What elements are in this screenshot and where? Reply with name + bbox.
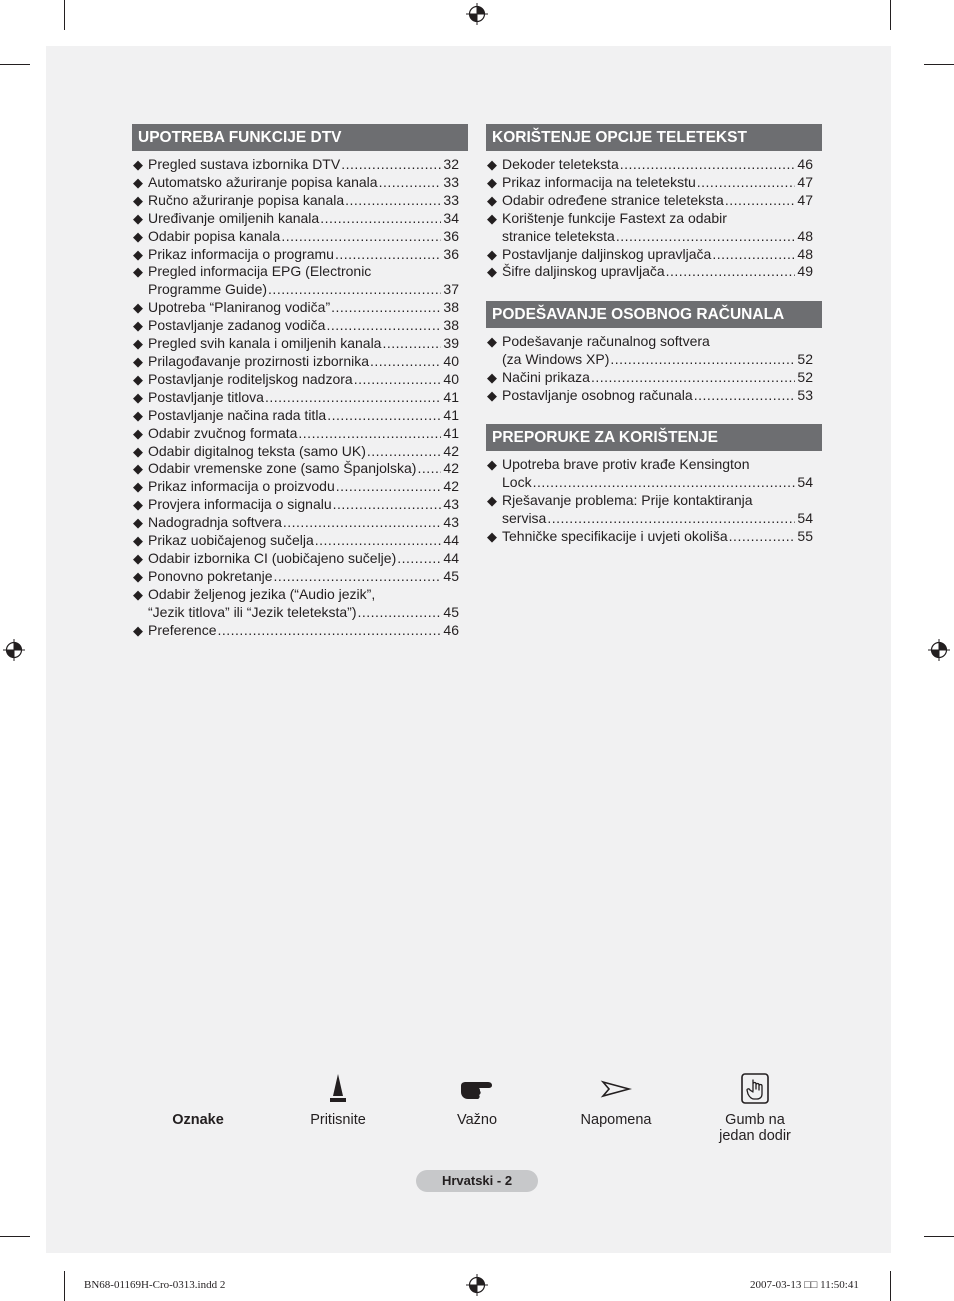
- toc-page-number: 32: [443, 156, 459, 172]
- diamond-bullet-icon: ◆: [133, 246, 143, 262]
- toc-entry-title: Rješavanje problema: Prije kontaktiranja: [502, 491, 753, 508]
- diamond-bullet-icon: ◆: [487, 157, 497, 172]
- toc-entry-title: Automatsko ažuriranje popisa kanala: [148, 173, 378, 190]
- toc-entry-title: Prikaz informacija o programu: [148, 245, 334, 262]
- toc-entry-title: Ponovno pokretanje: [148, 567, 273, 584]
- toc-entry-title: Postavljanje osobnog računala: [502, 386, 693, 403]
- toc-page-number: 44: [443, 532, 459, 549]
- toc-entry: [133, 586, 459, 622]
- toc-entry: [133, 156, 459, 174]
- toc-page-number: 41: [443, 406, 459, 423]
- slug-file-name: BN68-01169H-Cro-0313.indd 2: [84, 1279, 226, 1291]
- diamond-bullet-icon: ◆: [133, 264, 143, 280]
- toc-entry: [133, 514, 459, 532]
- diamond-bullet-icon: ◆: [133, 389, 143, 405]
- dot-leader: [327, 407, 441, 425]
- toc-entry-title: (za Windows XP): [502, 350, 610, 367]
- diamond-bullet-icon: ◆: [133, 228, 143, 244]
- dot-leader: [331, 299, 441, 317]
- toc-page-number: 48: [797, 227, 813, 244]
- dot-leader: [397, 550, 441, 568]
- toc-entry: [133, 443, 459, 461]
- toc-entry-title: “Jezik titlova” ili “Jezik teleteksta”): [148, 603, 357, 620]
- toc-entry: [133, 389, 459, 407]
- crop-mark: [890, 0, 891, 30]
- toc-page-number: 42: [443, 460, 459, 477]
- diamond-bullet-icon: ◆: [133, 353, 143, 369]
- legend-label: Pritisnite: [310, 1112, 366, 1128]
- toc-entry-title: Pregled informacija EPG (Electronic: [148, 263, 372, 280]
- toc-page-number: 44: [443, 549, 459, 566]
- dot-leader: [336, 478, 442, 496]
- toc-entry: [487, 333, 813, 369]
- toc-entry: [487, 492, 813, 528]
- dot-leader: [694, 387, 796, 405]
- toc-entry-title: Upotreba “Planiranog vodiča”: [148, 299, 331, 316]
- toc-page-number: 37: [443, 281, 459, 298]
- toc-page-number: 36: [443, 245, 459, 262]
- toc-page-number: 52: [797, 368, 813, 385]
- diamond-bullet-icon: ◆: [133, 515, 143, 531]
- toc-page-number: 48: [797, 245, 813, 262]
- dot-leader: [354, 371, 442, 389]
- dot-leader: [298, 425, 441, 443]
- diamond-bullet-icon: ◆: [487, 387, 497, 403]
- toc-entry: [133, 246, 459, 264]
- legend-item-important: [427, 1072, 527, 1128]
- toc-page-number: 41: [443, 424, 459, 441]
- section-header-teletext: KORIŠTENJE OPCIJE TELETEKST: [486, 124, 822, 151]
- diamond-bullet-icon: ◆: [487, 192, 497, 208]
- dot-leader: [370, 353, 441, 371]
- crop-mark: [0, 1236, 30, 1237]
- toc-entry: [133, 210, 459, 228]
- toc-page-number: 36: [443, 227, 459, 244]
- toc-page-number: 47: [797, 191, 813, 208]
- toc-entry: [133, 317, 459, 335]
- toc-entry-title: Odabir određene stranice teleteksta: [502, 191, 724, 208]
- diamond-bullet-icon: ◆: [487, 334, 497, 349]
- toc-page-number: 39: [443, 335, 459, 352]
- toc-entry-title: Šifre daljinskog upravljača: [502, 263, 665, 280]
- diamond-bullet-icon: ◆: [133, 157, 143, 172]
- note-arrow-icon: [600, 1072, 632, 1106]
- diamond-bullet-icon: ◆: [487, 369, 497, 385]
- toc-entry-title: Prikaz informacija o proizvodu: [148, 478, 335, 495]
- toc-entry-title: Provjera informacija o signalu: [148, 496, 332, 513]
- toc-entry-title: Programme Guide): [148, 281, 268, 298]
- toc-entry: [133, 174, 459, 192]
- dot-leader: [217, 622, 441, 640]
- toc-entry-title: Prikaz uobičajenog sučelja: [148, 532, 314, 549]
- section-header-dtv: UPOTREBA FUNKCIJE DTV: [132, 124, 468, 151]
- toc-page-number: 46: [797, 156, 813, 172]
- toc-page-number: 54: [797, 473, 813, 490]
- toc-entry-title: Tehničke specifikacije i uvjeti okoliša: [502, 527, 728, 544]
- legend-item-one-touch: [700, 1072, 810, 1144]
- toc-entry-title: Prilagođavanje prozirnosti izbornika: [148, 352, 370, 369]
- toc-entry: [487, 263, 813, 281]
- diamond-bullet-icon: ◆: [133, 318, 143, 334]
- diamond-bullet-icon: ◆: [133, 371, 143, 387]
- diamond-bullet-icon: ◆: [133, 336, 143, 352]
- toc-page-number: 40: [443, 352, 459, 369]
- dot-leader: [320, 210, 441, 228]
- toc-entry-title: Načini prikaza: [502, 368, 590, 385]
- registration-mark-icon: [466, 1274, 488, 1296]
- toc-entry: [133, 478, 459, 496]
- dot-leader: [697, 174, 796, 192]
- dot-leader: [382, 335, 441, 353]
- dot-leader: [666, 263, 796, 281]
- dot-leader: [335, 246, 441, 264]
- toc-entry: [133, 425, 459, 443]
- toc-entry-title: Nadogradnja softvera: [148, 514, 282, 531]
- toc-page-number: 45: [443, 603, 459, 620]
- toc-entry-title: Postavljanje roditeljskog nadzora: [148, 370, 353, 387]
- toc-entry: [133, 460, 459, 478]
- toc-entry: [487, 156, 813, 174]
- toc-entry-title: servisa: [502, 509, 547, 526]
- diamond-bullet-icon: ◆: [133, 407, 143, 423]
- toc-entry-title: Odabir željenog jezika (“Audio jezik”,: [148, 585, 376, 602]
- toc-page-number: 42: [443, 442, 459, 459]
- toc-list-pc: [487, 333, 813, 405]
- toc-page-number: 34: [443, 209, 459, 226]
- toc-page-number: 47: [797, 173, 813, 190]
- toc-page-number: 40: [443, 370, 459, 387]
- toc-entry-title: Ručno ažuriranje popisa kanala: [148, 191, 345, 208]
- dot-leader: [379, 174, 442, 192]
- toc-entry-title: Odabir vremenske zone (samo Španjolska): [148, 460, 417, 477]
- toc-entry: [133, 496, 459, 514]
- legend-title: Oznake: [172, 1112, 224, 1128]
- toc-entry-title: Korištenje funkcije Fastext za odabir: [502, 209, 727, 226]
- toc-entry-title: Dekoder teleteksta: [502, 156, 619, 172]
- dot-leader: [265, 389, 441, 407]
- diamond-bullet-icon: ◆: [133, 479, 143, 495]
- toc-page-number: 53: [797, 386, 813, 403]
- diamond-bullet-icon: ◆: [487, 528, 497, 544]
- toc-entry-title: Pregled sustava izbornika DTV: [148, 156, 341, 172]
- diamond-bullet-icon: ◆: [133, 300, 143, 316]
- toc-list-recommendations: [487, 456, 813, 546]
- toc-entry-title: Podešavanje računalnog softvera: [502, 333, 710, 349]
- toc-entry-title: Uređivanje omiljenih kanala: [148, 209, 320, 226]
- toc-page-number: 46: [443, 621, 459, 638]
- toc-page-number: 38: [443, 299, 459, 316]
- toc-entry-title: Odabir izbornika CI (uobičajeno sučelje): [148, 549, 397, 566]
- toc-page-number: 42: [443, 478, 459, 495]
- toc-entry: [133, 568, 459, 586]
- diamond-bullet-icon: ◆: [133, 622, 143, 638]
- toc-entry: [487, 210, 813, 246]
- page-number-label: Hrvatski - 2: [416, 1170, 538, 1192]
- dot-leader: [358, 604, 442, 622]
- toc-page-number: 54: [797, 509, 813, 526]
- toc-entry: [133, 192, 459, 210]
- dot-leader: [268, 281, 441, 299]
- legend-label: jedan dodir: [719, 1128, 791, 1144]
- registration-mark-icon: [466, 3, 488, 25]
- crop-mark: [0, 64, 30, 65]
- toc-page-number: 33: [443, 173, 459, 190]
- dot-leader: [591, 369, 795, 387]
- crop-mark: [924, 64, 954, 65]
- toc-entry-title: Prikaz informacija na teletekstu: [502, 173, 696, 190]
- toc-list-teletext: [487, 156, 813, 281]
- toc-entry: [133, 407, 459, 425]
- toc-entry: [133, 532, 459, 550]
- dot-leader: [274, 568, 442, 586]
- one-touch-button-icon: [739, 1072, 771, 1106]
- toc-entry: [487, 369, 813, 387]
- diamond-bullet-icon: ◆: [487, 457, 497, 472]
- toc-page-number: 55: [797, 527, 813, 544]
- toc-entry: [487, 192, 813, 210]
- dot-leader: [616, 228, 796, 246]
- toc-page-number: 52: [797, 350, 813, 367]
- toc-entry: [133, 228, 459, 246]
- dot-leader: [326, 317, 441, 335]
- toc-entry: [133, 335, 459, 353]
- toc-entry-title: Preference: [148, 621, 217, 638]
- toc-entry: [133, 622, 459, 640]
- toc-entry-title: Postavljanje načina rada titla: [148, 406, 327, 423]
- toc-page-number: 43: [443, 514, 459, 531]
- crop-mark: [890, 1271, 891, 1301]
- dot-leader: [547, 510, 795, 528]
- toc-entry: [487, 456, 813, 492]
- dot-leader: [712, 246, 795, 264]
- diamond-bullet-icon: ◆: [487, 174, 497, 190]
- diamond-bullet-icon: ◆: [133, 174, 143, 190]
- toc-page-number: 33: [443, 191, 459, 208]
- legend-item-press: [288, 1072, 388, 1128]
- crop-mark: [924, 1236, 954, 1237]
- dot-leader: [367, 443, 442, 461]
- diamond-bullet-icon: ◆: [133, 192, 143, 208]
- diamond-bullet-icon: ◆: [133, 210, 143, 226]
- crop-mark: [64, 1271, 65, 1301]
- toc-entry: [487, 387, 813, 405]
- toc-entry: [133, 299, 459, 317]
- press-icon: [328, 1072, 348, 1106]
- diamond-bullet-icon: ◆: [133, 568, 143, 584]
- diamond-bullet-icon: ◆: [487, 210, 497, 226]
- diamond-bullet-icon: ◆: [133, 425, 143, 441]
- legend-item-note: [566, 1072, 666, 1128]
- dot-leader: [315, 532, 442, 550]
- important-hand-icon: [458, 1072, 496, 1106]
- dot-leader: [417, 460, 441, 478]
- diamond-bullet-icon: ◆: [133, 533, 143, 549]
- toc-entry-title: Odabir popisa kanala: [148, 227, 281, 244]
- toc-entry-title: Lock: [502, 473, 532, 490]
- toc-page-number: 38: [443, 317, 459, 334]
- dot-leader: [281, 228, 441, 246]
- crop-mark: [64, 0, 65, 30]
- dot-leader: [729, 528, 796, 546]
- toc-entry: [487, 174, 813, 192]
- diamond-bullet-icon: ◆: [487, 492, 497, 508]
- toc-entry-title: Upotreba brave protiv krađe Kensington: [502, 456, 750, 472]
- toc-page-number: 41: [443, 388, 459, 405]
- toc-entry-title: Postavljanje zadanog vodiča: [148, 317, 326, 334]
- toc-page-number: 43: [443, 496, 459, 513]
- legend-label: Napomena: [580, 1112, 652, 1128]
- diamond-bullet-icon: ◆: [487, 264, 497, 280]
- toc-entry-title: Pregled svih kanala i omiljenih kanala: [148, 335, 382, 352]
- toc-entry-title: Postavljanje daljinskog upravljača: [502, 245, 712, 262]
- diamond-bullet-icon: ◆: [133, 461, 143, 477]
- toc-page-number: 45: [443, 567, 459, 584]
- diamond-bullet-icon: ◆: [487, 246, 497, 262]
- toc-entry-title: Odabir digitalnog teksta (samo UK): [148, 442, 366, 459]
- diamond-bullet-icon: ◆: [133, 586, 143, 602]
- toc-entry-title: stranice teleteksta: [502, 227, 615, 244]
- toc-list-dtv: [133, 156, 459, 639]
- toc-entry: [133, 550, 459, 568]
- section-header-recommendations: PREPORUKE ZA KORIŠTENJE: [486, 424, 822, 451]
- toc-page-number: 49: [797, 263, 813, 280]
- dot-leader: [533, 474, 796, 492]
- section-header-pc: PODEŠAVANJE OSOBNOG RAČUNALA: [486, 301, 822, 328]
- legend-label: Gumb na: [725, 1112, 785, 1128]
- dot-leader: [345, 192, 441, 210]
- toc-entry-title: Postavljanje titlova: [148, 388, 264, 405]
- diamond-bullet-icon: ◆: [133, 443, 143, 459]
- toc-entry: [487, 528, 813, 546]
- registration-mark-icon: [928, 639, 950, 661]
- dot-leader: [341, 156, 441, 174]
- toc-entry-title: Odabir zvučnog formata: [148, 424, 298, 441]
- registration-mark-icon: [3, 639, 25, 661]
- dot-leader: [725, 192, 796, 210]
- toc-entry: [133, 371, 459, 389]
- dot-leader: [283, 514, 442, 532]
- diamond-bullet-icon: ◆: [133, 550, 143, 566]
- slug-date-time: 2007-03-13 □□ 11:50:41: [750, 1279, 859, 1291]
- dot-leader: [620, 156, 796, 174]
- dot-leader: [333, 496, 442, 514]
- toc-entry: [487, 246, 813, 264]
- legend-label: Važno: [456, 1112, 498, 1128]
- toc-entry: [133, 263, 459, 299]
- diamond-bullet-icon: ◆: [133, 497, 143, 513]
- dot-leader: [610, 351, 795, 369]
- toc-entry: [133, 353, 459, 371]
